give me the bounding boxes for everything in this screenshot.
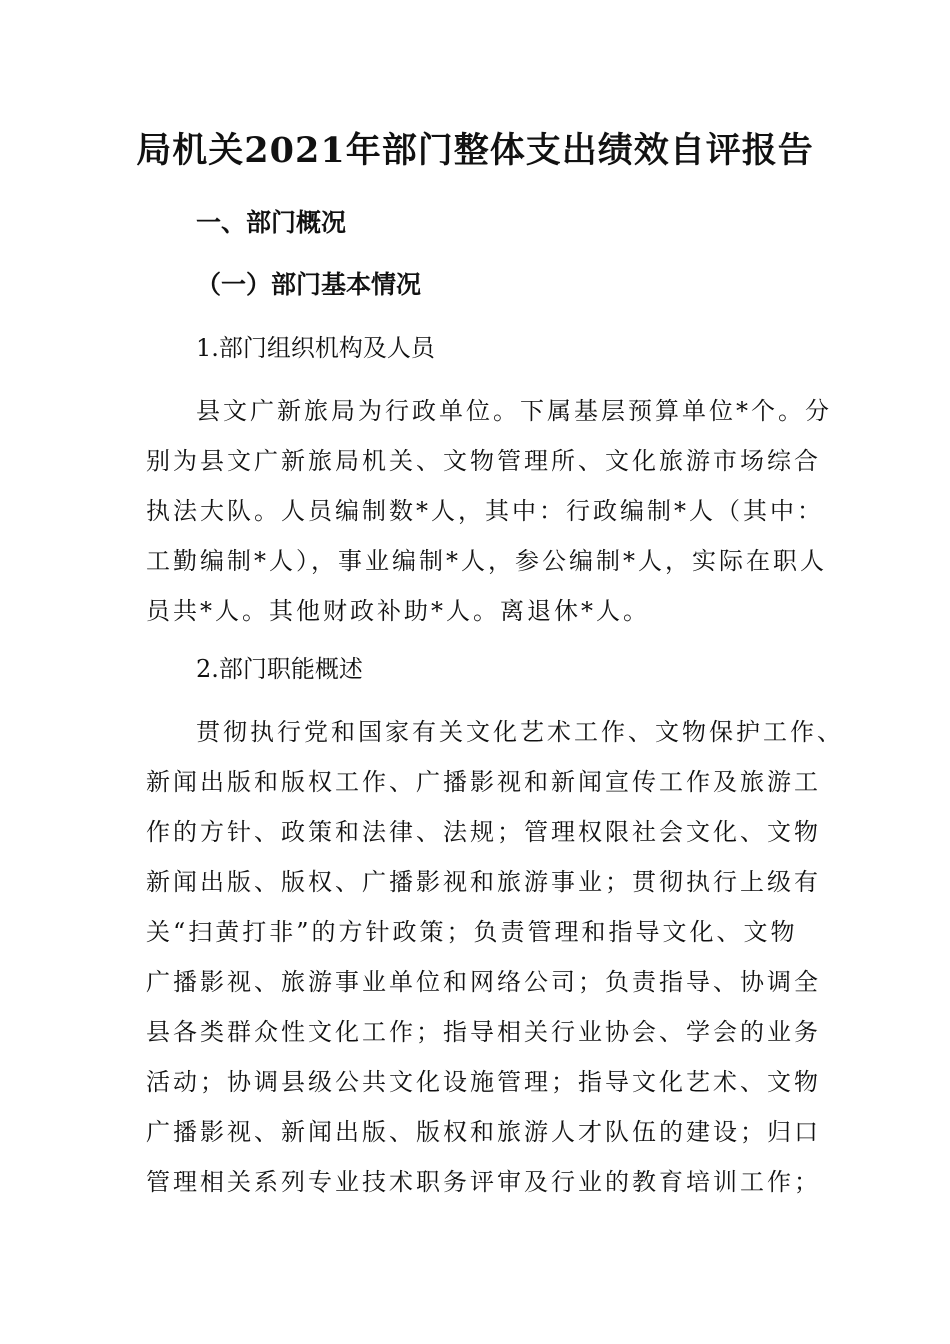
item-heading-functions: 2.部门职能概述: [196, 655, 363, 683]
paragraph-line: 广播影视、新闻出版、版权和旅游人才队伍的建设；归口: [146, 1118, 821, 1146]
section-heading-overview: 一、部门概况: [196, 208, 347, 237]
paragraph-functions: [146, 707, 844, 1207]
paragraph-line: 贯彻执行党和国家有关文化艺术工作、文物保护工作、: [196, 718, 844, 746]
paragraph-line: 县各类群众性文化工作；指导相关行业协会、学会的业务: [146, 1018, 821, 1046]
paragraph-line: 关“扫黄打非”的方针政策；负责管理和指导文化、文物: [146, 918, 798, 946]
paragraph-line: 活动；协调县级公共文化设施管理；指导文化艺术、文物: [146, 1068, 821, 1096]
paragraph-line: 新闻出版、版权、广播影视和旅游事业；贯彻执行上级有: [146, 868, 821, 896]
paragraph-organization: [146, 386, 836, 636]
paragraph-line: 县文广新旅局为行政单位。下属基层预算单位*个。分: [196, 397, 832, 425]
paragraph-line: 新闻出版和版权工作、广播影视和新闻宣传工作及旅游工: [146, 768, 821, 796]
paragraph-line: 作的方针、政策和法律、法规；管理权限社会文化、文物: [146, 818, 821, 846]
paragraph-line: 管理相关系列专业技术职务评审及行业的教育培训工作；: [146, 1168, 821, 1196]
paragraph-line: 工勤编制*人），事业编制*人，参公编制*人，实际在职人: [146, 547, 827, 575]
paragraph-line: 广播影视、旅游事业单位和网络公司；负责指导、协调全: [146, 968, 821, 996]
paragraph-line: 执法大队。人员编制数*人，其中：行政编制*人（其中：: [146, 497, 824, 525]
paragraph-line: 员共*人。其他财政补助*人。离退休*人。: [146, 597, 650, 625]
subsection-heading-basic-info: （一）部门基本情况: [196, 270, 422, 299]
paragraph-line: 别为县文广新旅局机关、文物管理所、文化旅游市场综合: [146, 447, 821, 475]
document-title: 局机关2021年部门整体支出绩效自评报告: [136, 130, 814, 171]
item-heading-organization: 1.部门组织机构及人员: [196, 334, 435, 362]
